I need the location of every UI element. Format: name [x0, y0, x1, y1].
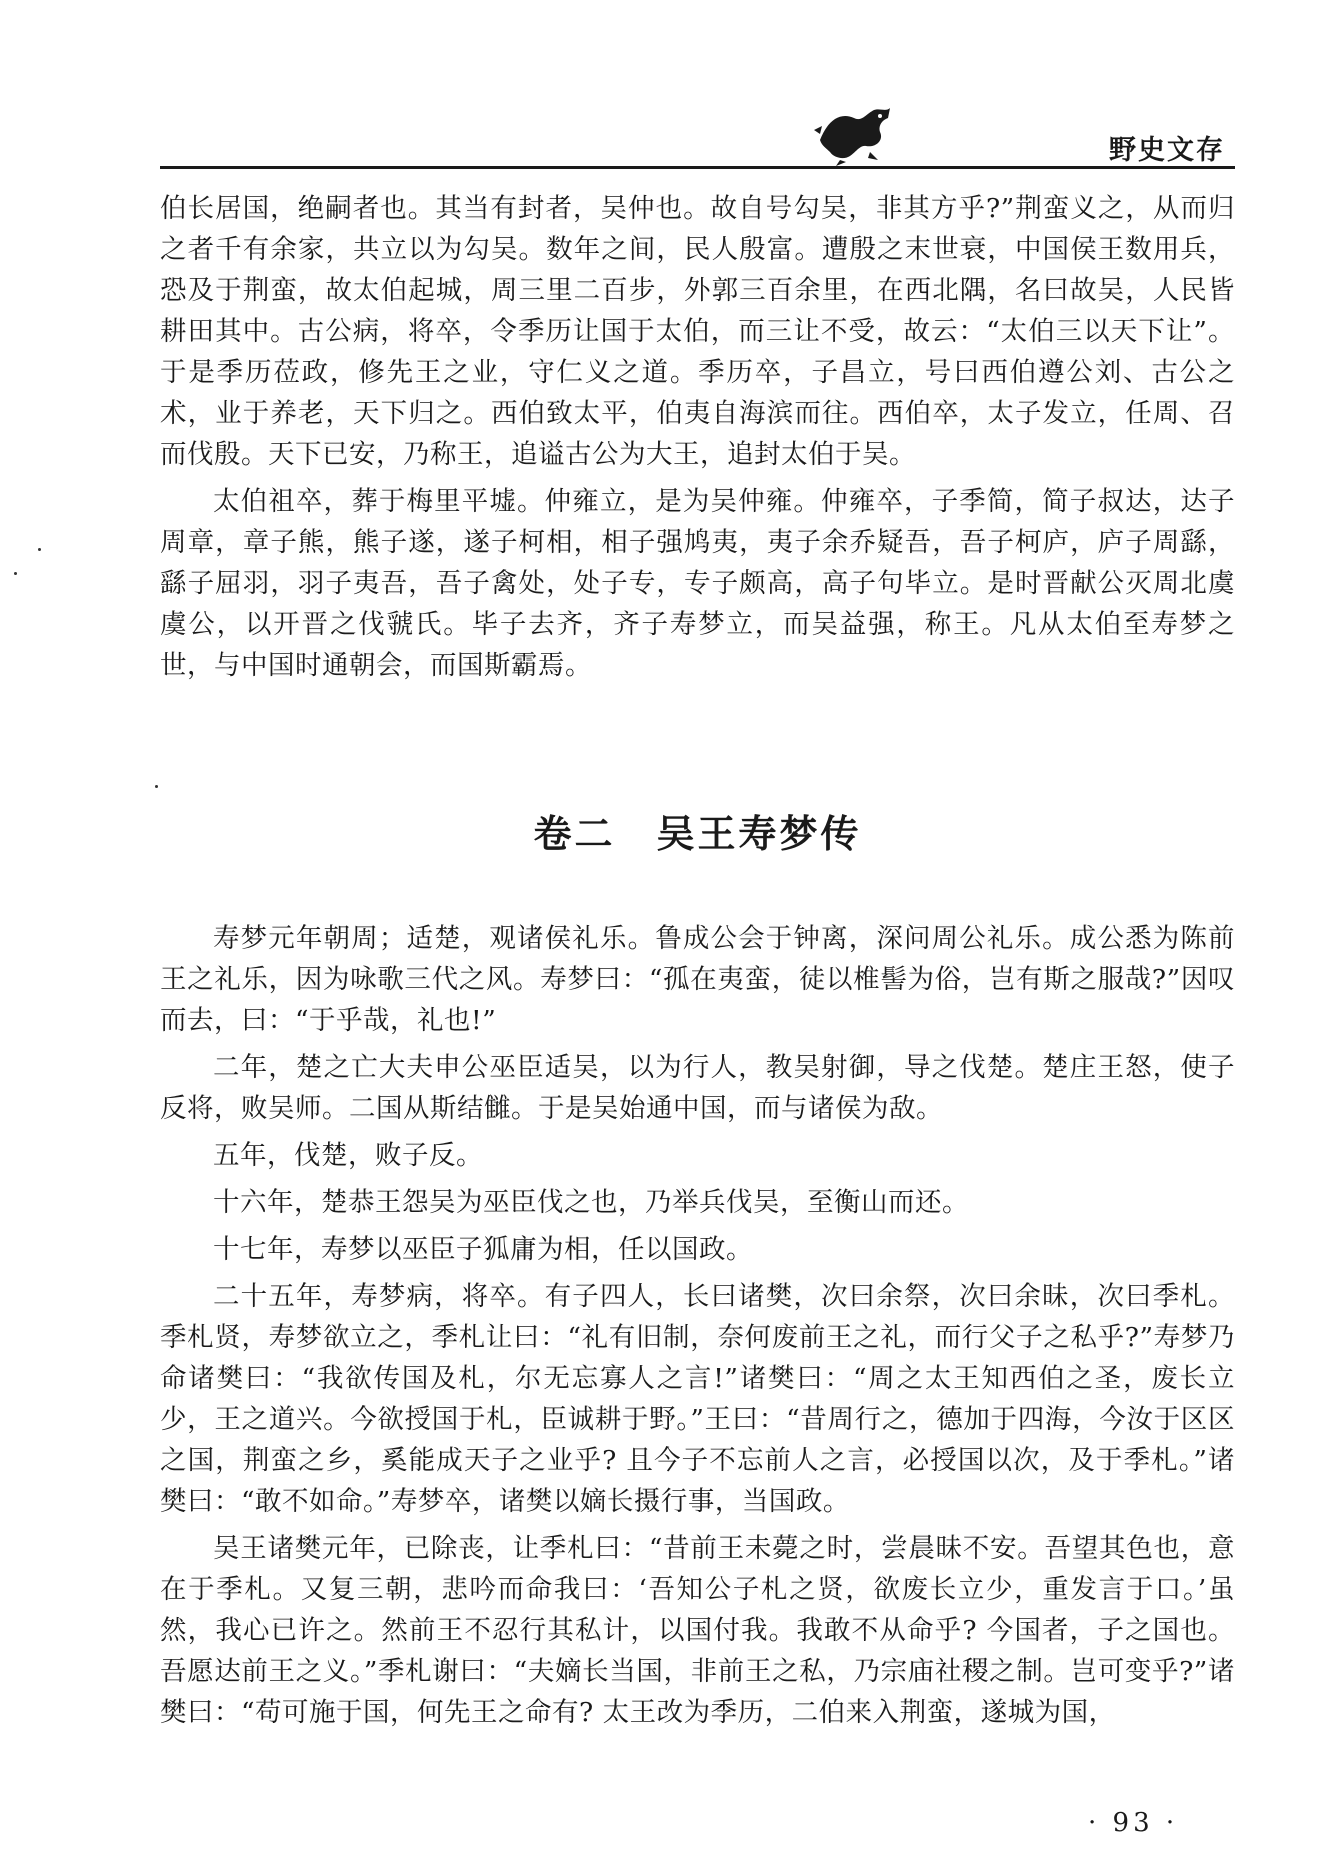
section-1 [160, 188, 1235, 686]
dragon-emblem-icon [810, 100, 900, 166]
header-title: 野史文存 [1109, 135, 1225, 166]
paragraph: 二年，楚之亡大夫申公巫臣适吴，以为行人，教吴射御，导之伐楚。楚庄王怒，使子反将，败吴师。二国从斯结雠。于是吴始通中国，而与诸侯为敌。 [160, 1052, 1235, 1124]
scan-speck [38, 548, 41, 551]
paragraph: 伯长居国，绝嗣者也。其当有封者，吴仲也。故自号勾吴，非其方乎?”荆蛮义之，从而归之者千有余家，共立以为勾吴。数年之间，民人殷富。遭殷之末世衰，中国侯王数用兵，恐及于荆蛮，故太伯起城，周三里二百步，外郭三百余里，在西北隅，名曰故吴，人民皆耕田其中。古公病，将卒，令季历让国于太伯，而三让不受，故云：“太伯三以天下让”。于是季历莅政，修先王之业，守仁义之道。季历卒，子昌立，号曰西伯遵公刘、古公之术，业于养老，天下归之。西伯致太平，伯夷自海滨而往。西伯卒，太子发立，任周、召而伐殷。天下已安，乃称王，追谥古公为大王，追封太伯于吴。 [160, 193, 1235, 470]
scan-speck [14, 572, 17, 575]
paragraph: 太伯祖卒，葬于梅里平墟。仲雍立，是为吴仲雍。仲雍卒，子季简，简子叔达，达子周章，章子熊，熊子遂，遂子柯相，相子强鸠夷，夷子余乔疑吾，吾子柯庐，庐子周繇，繇子屈羽，羽子夷吾，吾子禽处，处子专，专子颇高，高子句毕立。是时晋献公灭周北虞虞公，以开晋之伐虢氏。毕子去齐，齐子寿梦立，而吴益强，称王。凡从太伯至寿梦之世，与中国时通朝会，而国斯霸焉。 [160, 486, 1235, 681]
paragraph: 十六年，楚恭王怨吴为巫臣伐之也，乃举兵伐吴，至衡山而还。 [213, 1187, 969, 1218]
header-rule [160, 166, 1235, 169]
running-header [160, 100, 1235, 170]
scan-speck [155, 785, 158, 788]
section-2 [160, 918, 1235, 1733]
chapter-title: 卷二 吴王寿梦传 [533, 812, 862, 856]
paragraph: 寿梦元年朝周；适楚，观诸侯礼乐。鲁成公会于钟离，深问周公礼乐。成公悉为陈前王之礼乐，因为咏歌三代之风。寿梦曰：“孤在夷蛮，徒以椎髻为俗，岂有斯之服哉?”因叹而去，曰：“于乎哉，礼也!” [160, 923, 1235, 1036]
paragraph: 五年，伐楚，败子反。 [213, 1140, 483, 1171]
paragraph: 十七年，寿梦以巫臣子狐庸为相，任以国政。 [213, 1234, 753, 1265]
page-number: · 93 · [1088, 1808, 1179, 1838]
paragraph: 二十五年，寿梦病，将卒。有子四人，长曰诸樊，次曰余祭，次曰余昧，次曰季札。季札贤，寿梦欲立之，季札让曰：“礼有旧制，奈何废前王之礼，而行父子之私乎?”寿梦乃命诸樊曰：“我欲传国及札，尔无忘寡人之言!”诸樊曰：“周之太王知西伯之圣，废长立少，王之道兴。今欲授国于札，臣诚耕于野。”王曰：“昔周行之，德加于四海，今汝于区区之国，荆蛮之乡，奚能成天子之业乎? 且今子不忘前人之言，必授国以次，及于季札。”诸樊曰：“敢不如命。”寿梦卒，诸樊以嫡长摄行事，当国政。 [160, 1281, 1235, 1517]
paragraph: 吴王诸樊元年，已除丧，让季札曰：“昔前王未薨之时，尝晨昧不安。吾望其色也，意在于季札。又复三朝，悲吟而命我曰：‘吾知公子札之贤，欲废长立少，重发言于口。’虽然，我心已许之。然前王不忍行其私计，以国付我。我敢不从命乎? 今国者，子之国也。吾愿达前王之义。”季札谢曰：“夫嫡长当国，非前王之私，乃宗庙社稷之制。岂可变乎?”诸樊曰：“苟可施于国，何先王之命有? 太王改为季历，二伯来入荆蛮，遂城为国， [160, 1533, 1235, 1728]
